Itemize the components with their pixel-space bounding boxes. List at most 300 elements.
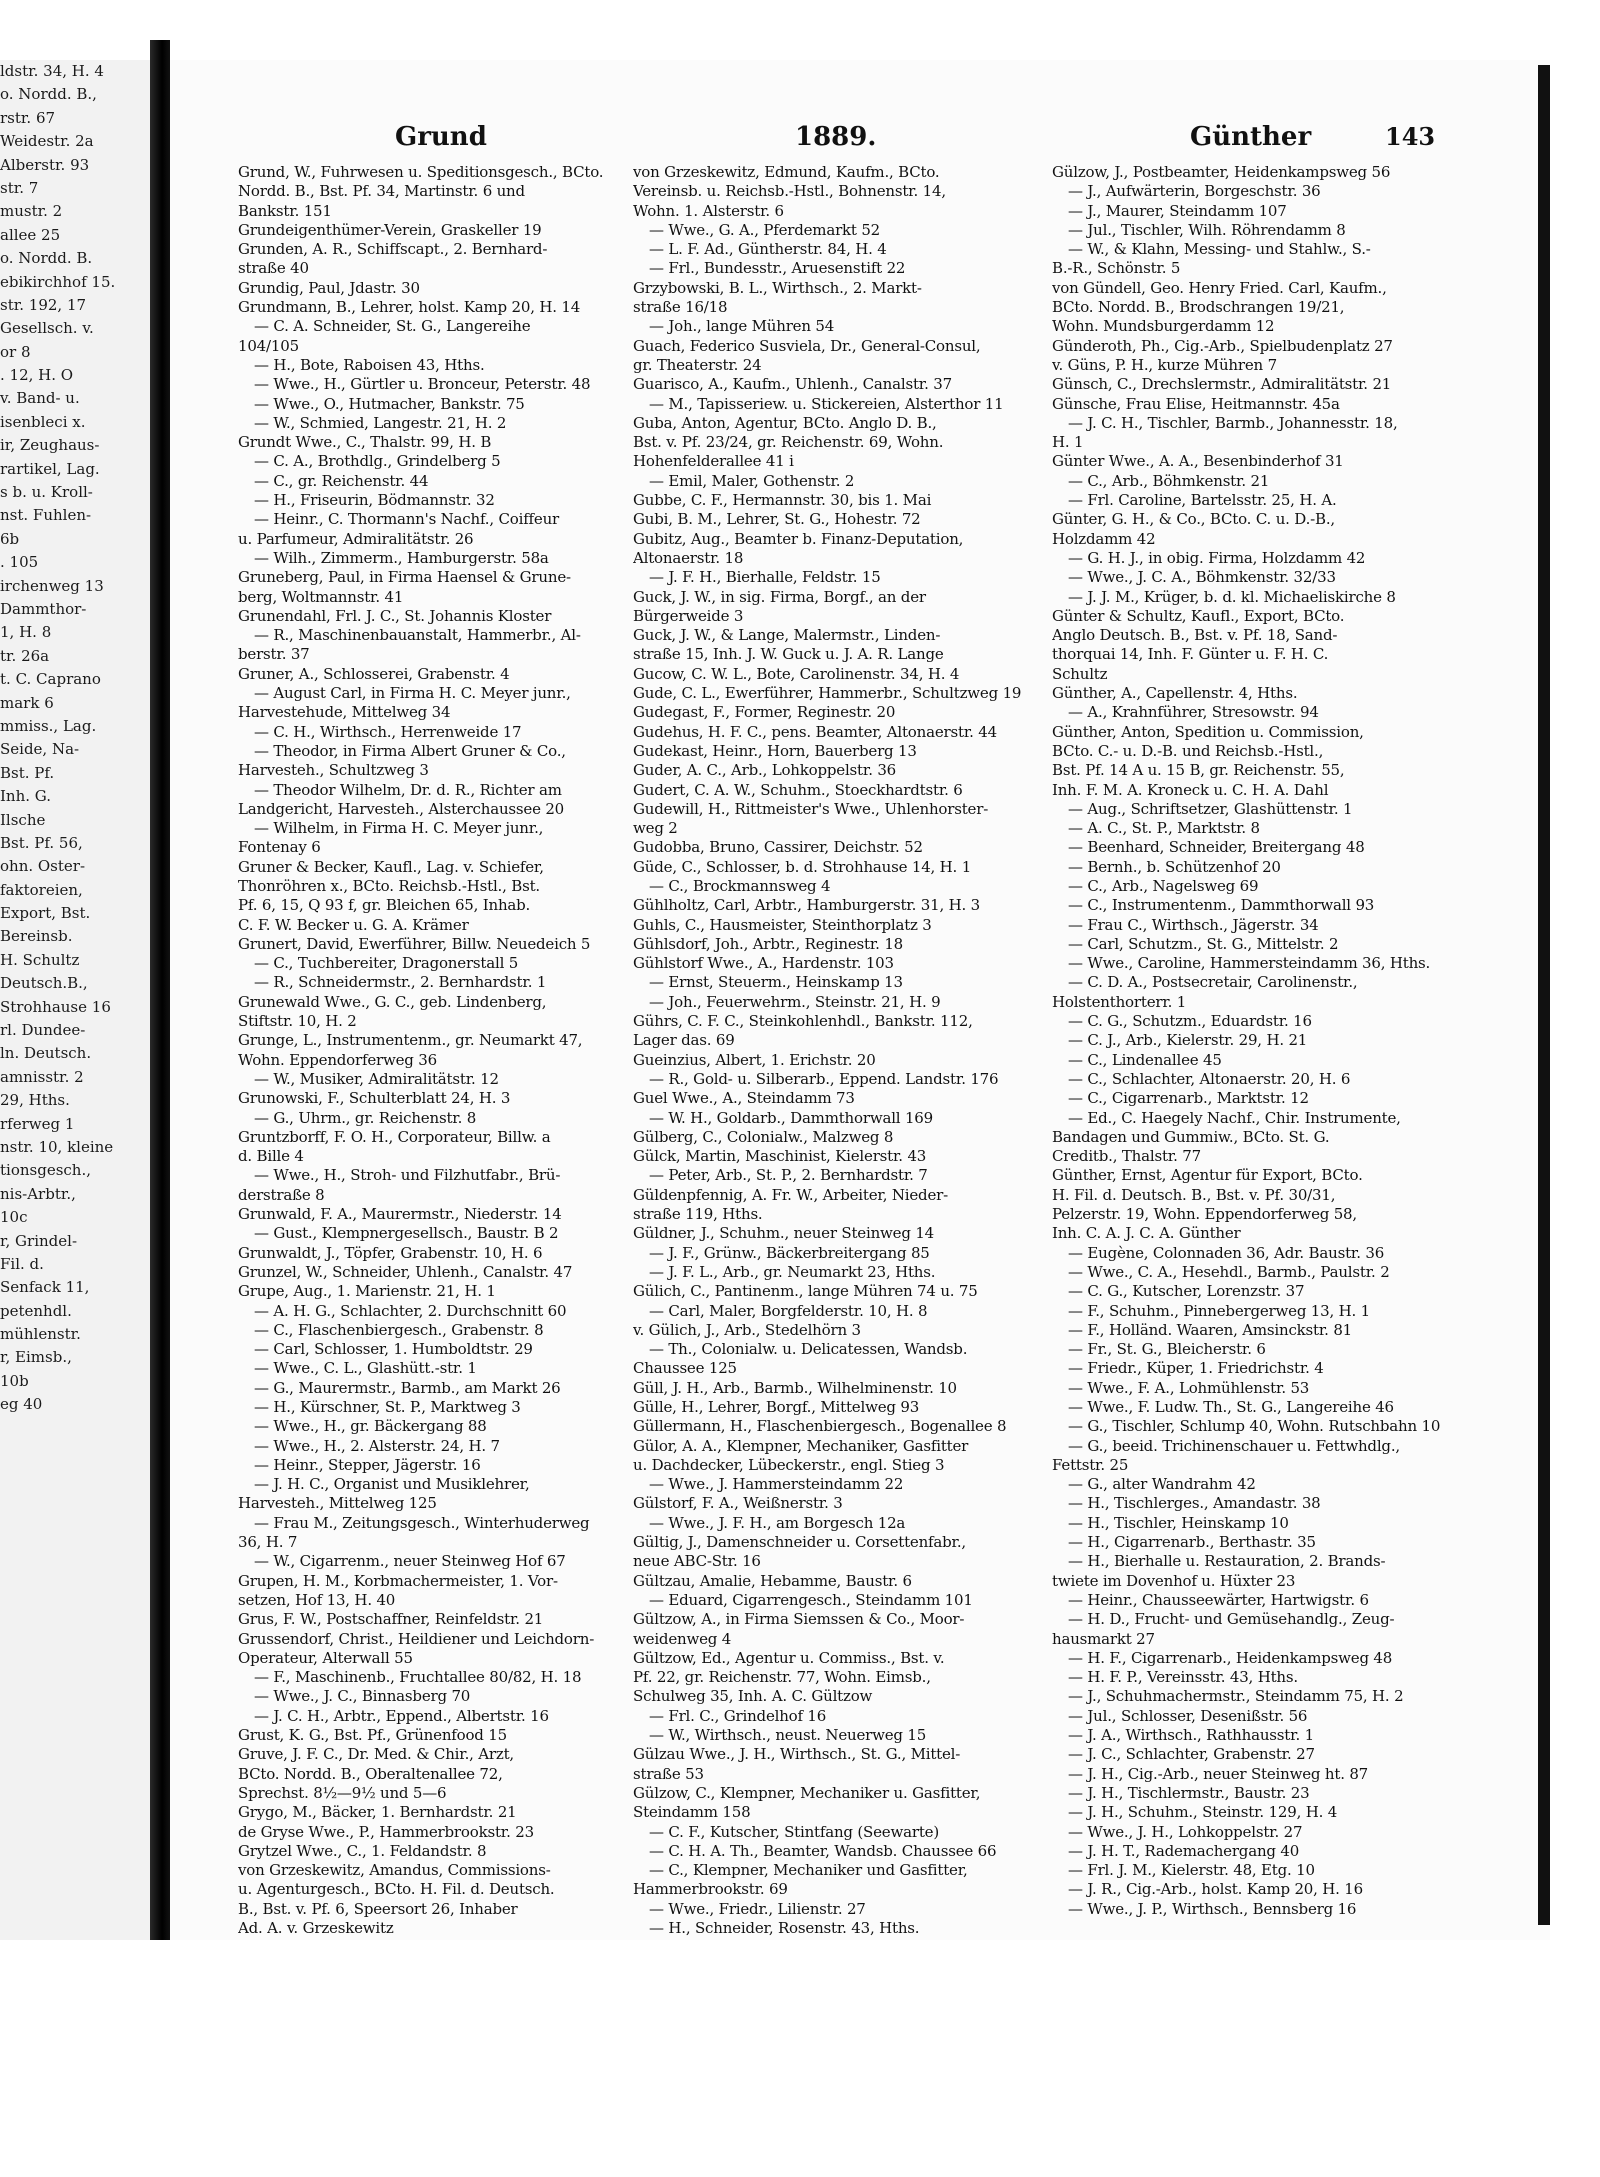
- directory-entry-line: Günsch, C., Drechslermstr., Admiralitätstr. 21: [1052, 375, 1392, 394]
- directory-entry-line: Pf. 22, gr. Reichenstr. 77, Wohn. Eimsb.,: [633, 1668, 931, 1687]
- directory-entry-line: — Fr., St. G., Bleicherstr. 6: [1068, 1340, 1266, 1359]
- directory-entry-line: Gudobba, Bruno, Cassirer, Deichstr. 52: [633, 838, 923, 857]
- directory-entry-line: Gruneberg, Paul, in Firma Haensel & Grune-: [238, 568, 571, 587]
- directory-entry-line: — Wwe., J. P., Wirthsch., Bennsberg 16: [1068, 1899, 1357, 1918]
- directory-entry-line: — J., Schuhmachermstr., Steindamm 75, H. 2: [1068, 1687, 1404, 1706]
- directory-entry-line: — J. R., Cig.-Arb., holst. Kamp 20, H. 16: [1068, 1880, 1363, 1899]
- directory-entry-line: — Wwe., Caroline, Hammersteindamm 36, Hths.: [1068, 954, 1431, 973]
- directory-entry-line: B.-R., Schönstr. 5: [1052, 259, 1181, 278]
- directory-entry-line: Güldenpfennig, A. Fr. W., Arbeiter, Nieder-: [633, 1185, 948, 1204]
- directory-entry-line: Grunert, David, Ewerführer, Billw. Neuedeich 5: [238, 934, 591, 953]
- directory-entry-line: Grunowski, F., Schulterblatt 24, H. 3: [238, 1089, 511, 1108]
- directory-entry-line: Bst. Pf. 14 A u. 15 B, gr. Reichenstr. 55,: [1052, 761, 1345, 780]
- directory-entry-line: Grunzel, W., Schneider, Uhlenh., Canalstr. 47: [238, 1262, 573, 1281]
- directory-entry-line: — Wwe., C. A., Hesehdl., Barmb., Paulstr. 2: [1068, 1262, 1390, 1281]
- directory-entry-line: — Wwe., J. C., Binnasberg 70: [254, 1687, 471, 1706]
- directory-entry-line: — C., Tuchbereiter, Dragonerstall 5: [254, 954, 519, 973]
- directory-entry-line: — G., Maurermstr., Barmb., am Markt 26: [254, 1378, 561, 1397]
- directory-entry-line: BCto. C.- u. D.-B. und Reichsb.-Hstl.,: [1052, 741, 1324, 760]
- directory-entry-line: — H., Kürschner, St. P., Marktweg 3: [254, 1398, 521, 1416]
- directory-entry-line: Gudert, C. A. W., Schuhm., Stoeckhardtstr. 6: [633, 780, 963, 799]
- directory-entry-line: — H. F., Cigarrenarb., Heidenkampsweg 48: [1068, 1648, 1393, 1667]
- directory-entry-line: — W. H., Goldarb., Dammthorwall 169: [649, 1108, 933, 1127]
- directory-entry-line: — Eugène, Colonnaden 36, Adr. Baustr. 36: [1068, 1243, 1385, 1262]
- directory-entry-line: Gülberg, C., Colonialw., Malzweg 8: [633, 1127, 894, 1146]
- directory-entry-line: Hohenfelderallee 41 i: [633, 452, 794, 471]
- directory-entry-line: H. 1: [1052, 433, 1084, 452]
- directory-entry-line: — A. C., St. P., Marktstr. 8: [1068, 819, 1260, 838]
- directory-entry-line: Grygo, M., Bäcker, 1. Bernhardstr. 21: [238, 1803, 517, 1822]
- directory-entry-line: Lager das. 69: [633, 1031, 735, 1050]
- directory-entry-line: Sprechst. 8½—9½ und 5—6: [238, 1783, 447, 1802]
- directory-entry-line: straße 53: [633, 1764, 704, 1783]
- directory-entry-line: — H., Tischler, Heinskamp 10: [1068, 1513, 1289, 1532]
- directory-entry-line: Vereinsb. u. Reichsb.-Hstl., Bohnenstr. 14,: [633, 182, 946, 201]
- directory-entry-line: Gudewill, H., Rittmeister's Wwe., Uhlenhorster-: [633, 799, 989, 818]
- left-page-text-fragment: 29, Hths.: [0, 1091, 70, 1110]
- directory-entry-line: — Frl., Bundesstr., Aruesenstift 22: [649, 259, 906, 278]
- directory-entry-line: — Frau M., Zeitungsgesch., Winterhuderweg: [254, 1513, 590, 1532]
- directory-entry-line: — H., Schneider, Rosenstr. 43, Hths.: [649, 1919, 920, 1938]
- directory-entry-line: Gülor, A. A., Klempner, Mechaniker, Gasfitter: [633, 1436, 969, 1455]
- directory-entry-line: setzen, Hof 13, H. 40: [238, 1590, 396, 1609]
- left-page-text-fragment: r, Grindel-: [0, 1231, 78, 1250]
- directory-entry-line: Gruntzborff, F. O. H., Corporateur, Billw. a: [238, 1127, 551, 1146]
- directory-entry-line: — Wwe., J. F. H., am Borgesch 12a: [649, 1513, 906, 1532]
- directory-entry-line: Wohn. Eppendorferweg 36: [238, 1050, 437, 1069]
- directory-entry-line: Bürgerweide 3: [633, 606, 744, 625]
- directory-entry-line: — C. H. A. Th., Beamter, Wandsb. Chaussee 66: [649, 1841, 997, 1860]
- directory-entry-line: — A., Krahnführer, Stresowstr. 94: [1068, 703, 1319, 722]
- directory-entry-line: — H., Tischlerges., Amandastr. 38: [1068, 1494, 1321, 1513]
- directory-entry-line: — Carl, Schlosser, 1. Humboldtstr. 29: [254, 1340, 533, 1359]
- directory-entry-line: Günsche, Frau Elise, Heitmannstr. 45a: [1052, 394, 1340, 413]
- directory-entry-line: — Wwe., H., Gürtler u. Bronceur, Peterstr. 48: [254, 375, 591, 394]
- left-page-text-fragment: ir, Zeughaus-: [0, 436, 100, 455]
- directory-entry-line: Günter & Schultz, Kaufl., Export, BCto.: [1052, 606, 1345, 625]
- directory-entry-line: — R., Schneidermstr., 2. Bernhardstr. 1: [254, 973, 547, 992]
- directory-entry-line: Holstenthorterr. 1: [1052, 992, 1187, 1011]
- directory-entry-line: gr. Theaterstr. 24: [633, 355, 762, 374]
- directory-entry-line: — J. H. T., Rademachergang 40: [1068, 1841, 1300, 1860]
- directory-entry-line: — G., Uhrm., gr. Reichenstr. 8: [254, 1108, 477, 1127]
- directory-entry-line: — H., Friseurin, Bödmannstr. 32: [254, 491, 495, 510]
- directory-entry-line: Holzdamm 42: [1052, 529, 1156, 548]
- directory-entry-line: Güll, J. H., Arb., Barmb., Wilhelminenstr. 10: [633, 1378, 957, 1397]
- directory-entry-line: Gültzow, Ed., Agentur u. Commiss., Bst. v.: [633, 1648, 945, 1667]
- left-page-text-fragment: t. C. Caprano: [0, 670, 101, 689]
- directory-entry-line: — W., & Klahn, Messing- und Stahlw., S.-: [1068, 240, 1371, 259]
- directory-entry-line: Harvesteh., Mittelweg 125: [238, 1494, 437, 1513]
- directory-entry-line: — W., Musiker, Admiralitätstr. 12: [254, 1069, 499, 1088]
- directory-entry-line: Guba, Anton, Agentur, BCto. Anglo D. B.,: [633, 413, 937, 432]
- directory-entry-line: Grundmann, B., Lehrer, holst. Kamp 20, H. 14: [238, 298, 581, 317]
- book-gutter: [150, 40, 170, 1940]
- left-page-text-fragment: isenbleci x.: [0, 412, 86, 431]
- directory-entry-line: — C. G., Schutzm., Eduardstr. 16: [1068, 1012, 1312, 1031]
- left-page-text-fragment: Weidestr. 2a: [0, 132, 94, 151]
- directory-entry-line: Gültig, J., Damenschneider u. Corsettenfabr.,: [633, 1533, 966, 1552]
- directory-entry-line: — J. H., Tischlermstr., Baustr. 23: [1068, 1783, 1310, 1802]
- directory-entry-line: Nordd. B., Bst. Pf. 34, Martinstr. 6 und: [238, 182, 525, 201]
- directory-entry-line: — C., Lindenallee 45: [1068, 1050, 1222, 1069]
- directory-entry-line: — J. C. H., Tischler, Barmb., Johannesstr. 18,: [1068, 413, 1398, 432]
- directory-entry-line: straße 119, Hths.: [633, 1205, 763, 1224]
- directory-entry-line: von Gündell, Geo. Henry Fried. Carl, Kaufm.,: [1052, 278, 1387, 297]
- directory-entry-line: u. Parfumeur, Admiralitätstr. 26: [238, 529, 474, 548]
- running-head-year: 1889.: [795, 122, 877, 152]
- directory-entry-line: Gültzau, Amalie, Hebamme, Baustr. 6: [633, 1571, 912, 1590]
- directory-entry-line: — Wwe., H., 2. Alsterstr. 24, H. 7: [254, 1436, 500, 1455]
- left-page-text-fragment: ldstr. 34, H. 4: [0, 62, 104, 80]
- directory-entry-line: — Jul., Schlosser, Desenißstr. 56: [1068, 1706, 1308, 1725]
- directory-entry-line: — C., Arb., Böhmkenstr. 21: [1068, 471, 1270, 490]
- directory-entry-line: berstr. 37: [238, 645, 310, 664]
- directory-entry-line: — Wwe., J. H., Lohkoppelstr. 27: [1068, 1822, 1303, 1841]
- left-page-text-fragment: ebikirchhof 15.: [0, 272, 116, 291]
- left-page-text-fragment: 10b: [0, 1371, 29, 1390]
- directory-entry-line: Gührs, C. F. C., Steinkohlenhdl., Bankstr. 112,: [633, 1012, 973, 1031]
- directory-entry-line: Grunwald, F. A., Maurermstr., Niederstr. 14: [238, 1205, 562, 1224]
- left-page-text-fragment: rstr. 67: [0, 108, 56, 127]
- left-page-text-fragment: Strohhause 16: [0, 997, 111, 1016]
- directory-entry-line: — J. F., Grünw., Bäckerbreitergang 85: [649, 1243, 930, 1262]
- blank-bottom-margin: [0, 1940, 1600, 2177]
- directory-entry-line: — Wwe., F. Ludw. Th., St. G., Langereihe 46: [1068, 1398, 1394, 1416]
- directory-entry-line: — J. H., Schuhm., Steinstr. 129, H. 4: [1068, 1803, 1338, 1822]
- directory-entry-line: — Th., Colonialw. u. Delicatessen, Wandsb.: [649, 1340, 968, 1359]
- left-page-text-fragment: rartikel, Lag.: [0, 459, 100, 478]
- directory-entry-line: Grunwaldt, J., Töpfer, Grabenstr. 10, H. 6: [238, 1243, 543, 1262]
- directory-entry-line: derstraße 8: [238, 1185, 325, 1204]
- directory-entry-line: weg 2: [633, 819, 678, 838]
- directory-entry-line: — H. D., Frucht- und Gemüsehandlg., Zeug-: [1068, 1610, 1395, 1629]
- left-page-text-fragment: ohn. Oster-: [0, 857, 86, 876]
- left-page-text-fragment: petenhdl.: [0, 1301, 72, 1320]
- left-page-text-fragment: Inh. G.: [0, 787, 51, 806]
- directory-entry-line: — J., Maurer, Steindamm 107: [1068, 201, 1287, 220]
- directory-entry-line: — Frau C., Wirthsch., Jägerstr. 34: [1068, 915, 1319, 934]
- directory-entry-line: — Gust., Klempnergesellsch., Baustr. B 2: [254, 1224, 559, 1243]
- directory-entry-line: — J. H. C., Organist und Musiklehrer,: [254, 1475, 530, 1494]
- directory-entry-line: — Wwe., H., Stroh- und Filzhutfabr., Brü-: [254, 1166, 561, 1185]
- directory-entry-line: Grupen, H. M., Korbmachermeister, 1. Vor-: [238, 1571, 558, 1590]
- directory-entry-line: BCto. Nordd. B., Oberaltenallee 72,: [238, 1764, 503, 1783]
- directory-entry-line: — C., Arb., Nagelsweg 69: [1068, 876, 1259, 895]
- directory-entry-line: Guhls, C., Hausmeister, Steinthorplatz 3: [633, 915, 932, 934]
- directory-entry-line: — C. A., Brothdlg., Grindelberg 5: [254, 452, 501, 471]
- directory-entry-line: — L. F. Ad., Güntherstr. 84, H. 4: [649, 240, 887, 259]
- directory-entry-line: Grunendahl, Frl. J. C., St. Johannis Kloster: [238, 606, 552, 625]
- directory-entry-line: — C., Klempner, Mechaniker und Gasfitter,: [649, 1861, 968, 1880]
- directory-entry-line: — Bernh., b. Schützenhof 20: [1068, 857, 1281, 876]
- directory-entry-line: — C. J., Arb., Kielerstr. 29, H. 21: [1068, 1031, 1308, 1050]
- directory-entry-line: — Wwe., F. A., Lohmühlenstr. 53: [1068, 1378, 1310, 1397]
- directory-entry-line: — Wilh., Zimmerm., Hamburgerstr. 58a: [254, 548, 549, 567]
- directory-entry-line: — W., Cigarrenm., neuer Steinweg Hof 67: [254, 1552, 566, 1571]
- directory-entry-line: — Joh., Feuerwehrm., Steinstr. 21, H. 9: [649, 992, 941, 1011]
- left-page-text-fragment: str. 7: [0, 178, 39, 197]
- directory-entry-line: — C. A. Schneider, St. G., Langereihe: [254, 317, 531, 336]
- directory-entry-line: BCto. Nordd. B., Brodschrangen 19/21,: [1052, 298, 1345, 317]
- directory-entry-line: Guck, J. W., in sig. Firma, Borgf., an der: [633, 587, 926, 606]
- directory-entry-line: — C., Cigarrenarb., Marktstr. 12: [1068, 1089, 1309, 1108]
- directory-entry-line: Gucow, C. W. L., Bote, Carolinenstr. 34, H. 4: [633, 664, 960, 683]
- directory-entry-line: — G., Tischler, Schlump 40, Wohn. Rutschbahn 10: [1068, 1417, 1441, 1436]
- directory-entry-line: de Gryse Wwe., P., Hammerbrookstr. 23: [238, 1822, 534, 1841]
- left-page-text-fragment: . 105: [0, 553, 39, 572]
- directory-entry-line: — C., Flaschenbiergesch., Grabenstr. 8: [254, 1320, 544, 1339]
- directory-entry-line: Günter Wwe., A. A., Besenbinderhof 31: [1052, 452, 1344, 471]
- directory-entry-line: Günther, Anton, Spedition u. Commission,: [1052, 722, 1364, 741]
- directory-entry-line: Landgericht, Harvesteh., Alsterchaussee 20: [238, 799, 565, 818]
- running-head-left: Grund: [395, 122, 487, 152]
- directory-entry-line: Gühlholtz, Carl, Arbtr., Hamburgerstr. 31, H. 3: [633, 896, 980, 915]
- directory-entry-line: Gültzow, A., in Firma Siemssen & Co., Moor-: [633, 1610, 965, 1629]
- left-page-text-fragment: . 12, H. O: [0, 366, 74, 385]
- directory-entry-line: Wohn. Mundsburgerdamm 12: [1052, 317, 1275, 336]
- directory-entry-line: Grunge, L., Instrumentenm., gr. Neumarkt 47,: [238, 1031, 583, 1050]
- directory-entry-line: — Theodor, in Firma Albert Gruner & Co.,: [254, 741, 566, 760]
- left-page-fragment: [0, 60, 150, 1940]
- directory-entry-line: Harvesteh., Schultzweg 3: [238, 761, 429, 780]
- directory-entry-line: straße 15, Inh. J. W. Guck u. J. A. R. Lange: [633, 645, 944, 664]
- directory-entry-line: hausmarkt 27: [1052, 1629, 1155, 1648]
- directory-entry-line: u. Agenturgesch., BCto. H. Fil. d. Deutsch.: [238, 1880, 555, 1899]
- directory-entry-line: Chaussee 125: [633, 1359, 737, 1378]
- page-number: 143: [1385, 122, 1436, 151]
- directory-entry-line: — G., alter Wandrahm 42: [1068, 1475, 1256, 1494]
- page-edge: [1538, 65, 1550, 1925]
- left-page-text-fragment: 1, H. 8: [0, 623, 52, 642]
- left-page-text-fragment: nstr. 10, kleine: [0, 1137, 114, 1156]
- left-page-text-fragment: eg 40: [0, 1395, 43, 1414]
- directory-entry-line: — F., Holländ. Waaren, Amsinckstr. 81: [1068, 1320, 1353, 1339]
- directory-entry-line: straße 16/18: [633, 298, 728, 317]
- left-page-text-fragment: Deutsch.B.,: [0, 974, 88, 993]
- directory-entry-line: — R., Gold- u. Silberarb., Eppend. Landstr. 176: [649, 1069, 999, 1088]
- left-page-text-fragment: Bst. Pf.: [0, 763, 55, 782]
- directory-entry-line: — J. A., Wirthsch., Rathhausstr. 1: [1068, 1726, 1314, 1745]
- directory-entry-line: Pf. 6, 15, Q 93 f, gr. Bleichen 65, Inhab.: [238, 896, 531, 915]
- directory-entry-line: Ad. A. v. Grzeskewitz: [238, 1919, 394, 1938]
- directory-entry-line: Steindamm 158: [633, 1803, 751, 1822]
- directory-entry-line: — Wwe., H., gr. Bäckergang 88: [254, 1417, 487, 1436]
- directory-entry-line: Harvestehude, Mittelweg 34: [238, 703, 451, 722]
- directory-entry-line: — Frl. C., Grindelhof 16: [649, 1706, 827, 1725]
- directory-entry-line: — Frl. Caroline, Bartelsstr. 25, H. A.: [1068, 491, 1337, 510]
- directory-entry-line: twiete im Dovenhof u. Hüxter 23: [1052, 1571, 1296, 1590]
- directory-entry-line: — Ernst, Steuerm., Heinskamp 13: [649, 973, 903, 992]
- directory-entry-line: Gubi, B. M., Lehrer, St. G., Hohestr. 72: [633, 510, 921, 529]
- left-page-text-fragment: nis-Arbtr.,: [0, 1184, 76, 1203]
- directory-entry-line: Altonaerstr. 18: [633, 548, 744, 567]
- directory-entry-line: — C., gr. Reichenstr. 44: [254, 471, 429, 490]
- directory-entry-line: 36, H. 7: [238, 1533, 298, 1552]
- directory-entry-line: — Theodor Wilhelm, Dr. d. R., Richter am: [254, 780, 562, 799]
- directory-entry-line: Grussendorf, Christ., Heildiener und Leichdorn-: [238, 1629, 595, 1648]
- directory-entry-line: Günther, A., Capellenstr. 4, Hths.: [1052, 684, 1298, 703]
- directory-entry-line: — Joh., lange Mühren 54: [649, 317, 835, 336]
- directory-entry-line: Guder, A. C., Arb., Lohkoppelstr. 36: [633, 761, 897, 780]
- directory-entry-line: — Heinr., Chausseewärter, Hartwigstr. 6: [1068, 1590, 1369, 1609]
- directory-entry-line: Schultz: [1052, 664, 1108, 683]
- left-page-text-fragment: 6b: [0, 529, 20, 548]
- directory-entry-line: Gühlsdorf, Joh., Arbtr., Reginestr. 18: [633, 934, 904, 953]
- directory-entry-line: — G., beeid. Trichinenschauer u. Fettwhdlg.,: [1068, 1436, 1400, 1455]
- directory-entry-line: — Frl. J. M., Kielerstr. 48, Etg. 10: [1068, 1861, 1315, 1880]
- directory-entry-line: — Wilhelm, in Firma H. C. Meyer junr.,: [254, 819, 544, 838]
- directory-entry-line: Gülzow, C., Klempner, Mechaniker u. Gasfitter,: [633, 1783, 981, 1802]
- directory-entry-line: — C., Schlachter, Altonaerstr. 20, H. 6: [1068, 1069, 1351, 1088]
- directory-entry-line: — C. F., Kutscher, Stintfang (Seewarte): [649, 1822, 939, 1841]
- directory-entry-line: Grunewald Wwe., G. C., geb. Lindenberg,: [238, 992, 547, 1011]
- left-page-text-fragment: o. Nordd. B.,: [0, 85, 97, 104]
- directory-entry-line: Grupe, Aug., 1. Marienstr. 21, H. 1: [238, 1282, 496, 1301]
- left-page-text-fragment: tr. 26a: [0, 646, 50, 665]
- directory-entry-line: — G. H. J., in obig. Firma, Holzdamm 42: [1068, 548, 1366, 567]
- directory-entry-line: Anglo Deutsch. B., Bst. v. Pf. 18, Sand-: [1052, 626, 1338, 645]
- directory-entry-line: Gülle, H., Lehrer, Borgf., Mittelweg 93: [633, 1398, 920, 1416]
- directory-entry-line: Pelzerstr. 19, Wohn. Eppendorferweg 58,: [1052, 1205, 1357, 1224]
- directory-entry-line: d. Bille 4: [238, 1147, 304, 1166]
- directory-entry-line: — Peter, Arb., St. P., 2. Bernhardstr. 7: [649, 1166, 928, 1185]
- directory-entry-line: Guarisco, A., Kaufm., Uhlenh., Canalstr. 37: [633, 375, 952, 394]
- directory-entry-line: — Wwe., G. A., Pferdemarkt 52: [649, 220, 881, 239]
- directory-entry-line: Günderoth, Ph., Cig.-Arb., Spielbudenplatz 27: [1052, 336, 1393, 355]
- directory-entry-line: — A. H. G., Schlachter, 2. Durchschnitt 60: [254, 1301, 567, 1320]
- directory-entry-line: Guel Wwe., A., Steindamm 73: [633, 1089, 855, 1108]
- left-page-text-fragment: Gesellsch. v.: [0, 319, 94, 338]
- left-page-text-fragment: rl. Dundee-: [0, 1021, 86, 1040]
- left-page-text-fragment: mustr. 2: [0, 202, 63, 221]
- left-page-text-fragment: str. 192, 17: [0, 295, 87, 314]
- directory-column-3: [1052, 163, 1447, 1919]
- directory-entry-line: — W., Schmied, Langestr. 21, H. 2: [254, 413, 507, 432]
- directory-entry-line: Güde, C., Schlosser, b. d. Strohhause 14, H. 1: [633, 857, 972, 876]
- directory-entry-line: — F., Maschinenb., Fruchtallee 80/82, H. 18: [254, 1668, 582, 1687]
- directory-column-2: [633, 163, 1033, 1938]
- directory-entry-line: — Eduard, Cigarrengesch., Steindamm 101: [649, 1590, 973, 1609]
- directory-entry-line: — Aug., Schriftsetzer, Glashüttenstr. 1: [1068, 799, 1353, 818]
- left-page-text-fragment: r, Eimsb.,: [0, 1348, 72, 1367]
- directory-entry-line: Stiftstr. 10, H. 2: [238, 1012, 357, 1031]
- directory-entry-line: straße 40: [238, 259, 309, 278]
- directory-entry-line: Grytzel Wwe., C., 1. Feldandstr. 8: [238, 1841, 487, 1860]
- directory-entry-line: Gülck, Martin, Maschinist, Kielerstr. 43: [633, 1147, 927, 1166]
- directory-entry-line: — Carl, Schutzm., St. G., Mittelstr. 2: [1068, 934, 1339, 953]
- directory-entry-line: Gudehus, H. F. C., pens. Beamter, Altonaerstr. 44: [633, 722, 997, 741]
- directory-entry-line: Gueinzius, Albert, 1. Erichstr. 20: [633, 1050, 876, 1069]
- directory-entry-line: 104/105: [238, 336, 299, 355]
- directory-entry-line: — Jul., Tischler, Wilh. Röhrendamm 8: [1068, 220, 1346, 239]
- directory-entry-line: thorquai 14, Inh. F. Günter u. F. H. C.: [1052, 645, 1329, 664]
- directory-entry-line: Grus, F. W., Postschaffner, Reinfeldstr. 21: [238, 1610, 544, 1629]
- left-page-text-fragment: s b. u. Kroll-: [0, 483, 93, 502]
- directory-entry-line: Bst. v. Pf. 23/24, gr. Reichenstr. 69, Wohn.: [633, 433, 944, 452]
- directory-entry-line: B., Bst. v. Pf. 6, Speersort 26, Inhaber: [238, 1899, 518, 1918]
- left-page-text-fragment: irchenweg 13: [0, 576, 104, 595]
- running-head-right: Günther: [1190, 122, 1312, 152]
- directory-entry-line: Grunden, A. R., Schiffscapt., 2. Bernhard-: [238, 240, 548, 259]
- directory-entry-line: Grzybowski, B. L., Wirthsch., 2. Markt-: [633, 278, 922, 297]
- directory-entry-line: — C. H., Wirthsch., Herrenweide 17: [254, 722, 522, 741]
- directory-entry-line: v. Gülich, J., Arb., Stedelhörn 3: [633, 1320, 861, 1339]
- directory-entry-line: — C. G., Kutscher, Lorenzstr. 37: [1068, 1282, 1305, 1301]
- left-page-text-fragment: allee 25: [0, 225, 61, 244]
- directory-entry-line: Gruner, A., Schlosserei, Grabenstr. 4: [238, 664, 510, 683]
- directory-entry-line: — Heinr., C. Thormann's Nachf., Coiffeur: [254, 510, 560, 529]
- left-page-text-fragment: tionsgesch.,: [0, 1161, 91, 1180]
- directory-entry-line: — Heinr., Stepper, Jägerstr. 16: [254, 1455, 481, 1474]
- left-page-text-fragment: nst. Fuhlen-: [0, 506, 92, 525]
- directory-entry-line: Inh. C. A. J. C. A. Günther: [1052, 1224, 1241, 1243]
- directory-entry-line: — J. C. H., Arbtr., Eppend., Albertstr. 16: [254, 1706, 549, 1725]
- directory-entry-line: — C. D. A., Postsecretair, Carolinenstr.,: [1068, 973, 1358, 992]
- directory-entry-line: weidenweg 4: [633, 1629, 732, 1648]
- directory-entry-line: — Wwe., C. L., Glashütt.-str. 1: [254, 1359, 477, 1378]
- directory-entry-line: H. Fil. d. Deutsch. B., Bst. v. Pf. 30/31,: [1052, 1185, 1336, 1204]
- directory-entry-line: v. Güns, P. H., kurze Mühren 7: [1052, 355, 1277, 374]
- directory-entry-line: Gudegast, F., Former, Reginestr. 20: [633, 703, 896, 722]
- directory-entry-line: Grundig, Paul, Jdastr. 30: [238, 278, 420, 297]
- directory-entry-line: — J., Aufwärterin, Borgeschstr. 36: [1068, 182, 1321, 201]
- directory-entry-line: berg, Woltmannstr. 41: [238, 587, 404, 606]
- directory-entry-line: — R., Maschinenbauanstalt, Hammerbr., Al-: [254, 626, 581, 645]
- directory-entry-line: Bankstr. 151: [238, 201, 332, 220]
- directory-entry-line: Grund, W., Fuhrwesen u. Speditionsgesch., BCto.: [238, 163, 604, 181]
- left-page-text-fragment: Dammthor-: [0, 599, 87, 618]
- directory-entry-line: Fettstr. 25: [1052, 1455, 1129, 1474]
- directory-entry-line: — J. J. M., Krüger, b. d. kl. Michaeliskirche 8: [1068, 587, 1396, 606]
- directory-entry-line: — August Carl, in Firma H. C. Meyer junr.,: [254, 684, 571, 703]
- directory-entry-line: Günter, G. H., & Co., BCto. C. u. D.-B.,: [1052, 510, 1335, 529]
- directory-entry-line: — Friedr., Küper, 1. Friedrichstr. 4: [1068, 1359, 1324, 1378]
- directory-entry-line: — J. F. L., Arb., gr. Neumarkt 23, Hths.: [649, 1262, 936, 1281]
- directory-column-1: [238, 163, 638, 1938]
- left-page-text-fragment: Alberstr. 93: [0, 155, 90, 174]
- directory-entry-line: — Emil, Maler, Gothenstr. 2: [649, 471, 855, 490]
- left-page-text-fragment: ln. Deutsch.: [0, 1044, 92, 1063]
- directory-entry-line: — W., Wirthsch., neust. Neuerweg 15: [649, 1726, 927, 1745]
- directory-entry-line: Grust, K. G., Bst. Pf., Grünenfood 15: [238, 1726, 507, 1745]
- left-page-text-fragment: Seide, Na-: [0, 740, 80, 759]
- directory-entry-line: — H. F. P., Vereinsstr. 43, Hths.: [1068, 1668, 1298, 1687]
- directory-entry-line: Guck, J. W., & Lange, Malermstr., Linden-: [633, 626, 941, 645]
- left-page-text-fragment: Bst. Pf. 56,: [0, 833, 83, 852]
- directory-entry-line: — Wwe., Friedr., Lilienstr. 27: [649, 1899, 866, 1918]
- directory-entry-line: — Wwe., O., Hutmacher, Bankstr. 75: [254, 394, 525, 413]
- directory-entry-line: Creditb., Thalstr. 77: [1052, 1147, 1201, 1166]
- directory-entry-line: Wohn. 1. Alsterstr. 6: [633, 201, 784, 220]
- directory-entry-line: — Wwe., J. Hammersteindamm 22: [649, 1475, 904, 1494]
- directory-entry-line: Gudekast, Heinr., Horn, Bauerberg 13: [633, 741, 917, 760]
- left-page-text-fragment: faktoreien,: [0, 880, 83, 899]
- directory-entry-line: Gude, C. L., Ewerführer, Hammerbr., Schultzweg 19: [633, 684, 1022, 703]
- directory-entry-line: — M., Tapisseriew. u. Stickereien, Alsterthor 11: [649, 394, 1004, 413]
- directory-entry-line: Gühlstorf Wwe., A., Hardenstr. 103: [633, 954, 894, 973]
- directory-entry-line: von Grzeskewitz, Edmund, Kaufm., BCto.: [633, 163, 940, 181]
- left-page-text-fragment: Senfack 11,: [0, 1278, 90, 1297]
- directory-entry-line: u. Dachdecker, Lübeckerstr., engl. Stieg 3: [633, 1455, 945, 1474]
- directory-entry-line: Güllermann, H., Flaschenbiergesch., Bogenallee 8: [633, 1417, 1007, 1436]
- left-page-text-fragment: v. Band- u.: [0, 389, 80, 408]
- directory-entry-line: — J. H., Cig.-Arb., neuer Steinweg ht. 87: [1068, 1764, 1369, 1783]
- directory-entry-line: Fontenay 6: [238, 838, 321, 857]
- directory-entry-line: — C., Brockmannsweg 4: [649, 876, 831, 895]
- directory-entry-line: — F., Schuhm., Pinnebergerweg 13, H. 1: [1068, 1301, 1370, 1320]
- left-page-text-fragment: mark 6: [0, 693, 54, 712]
